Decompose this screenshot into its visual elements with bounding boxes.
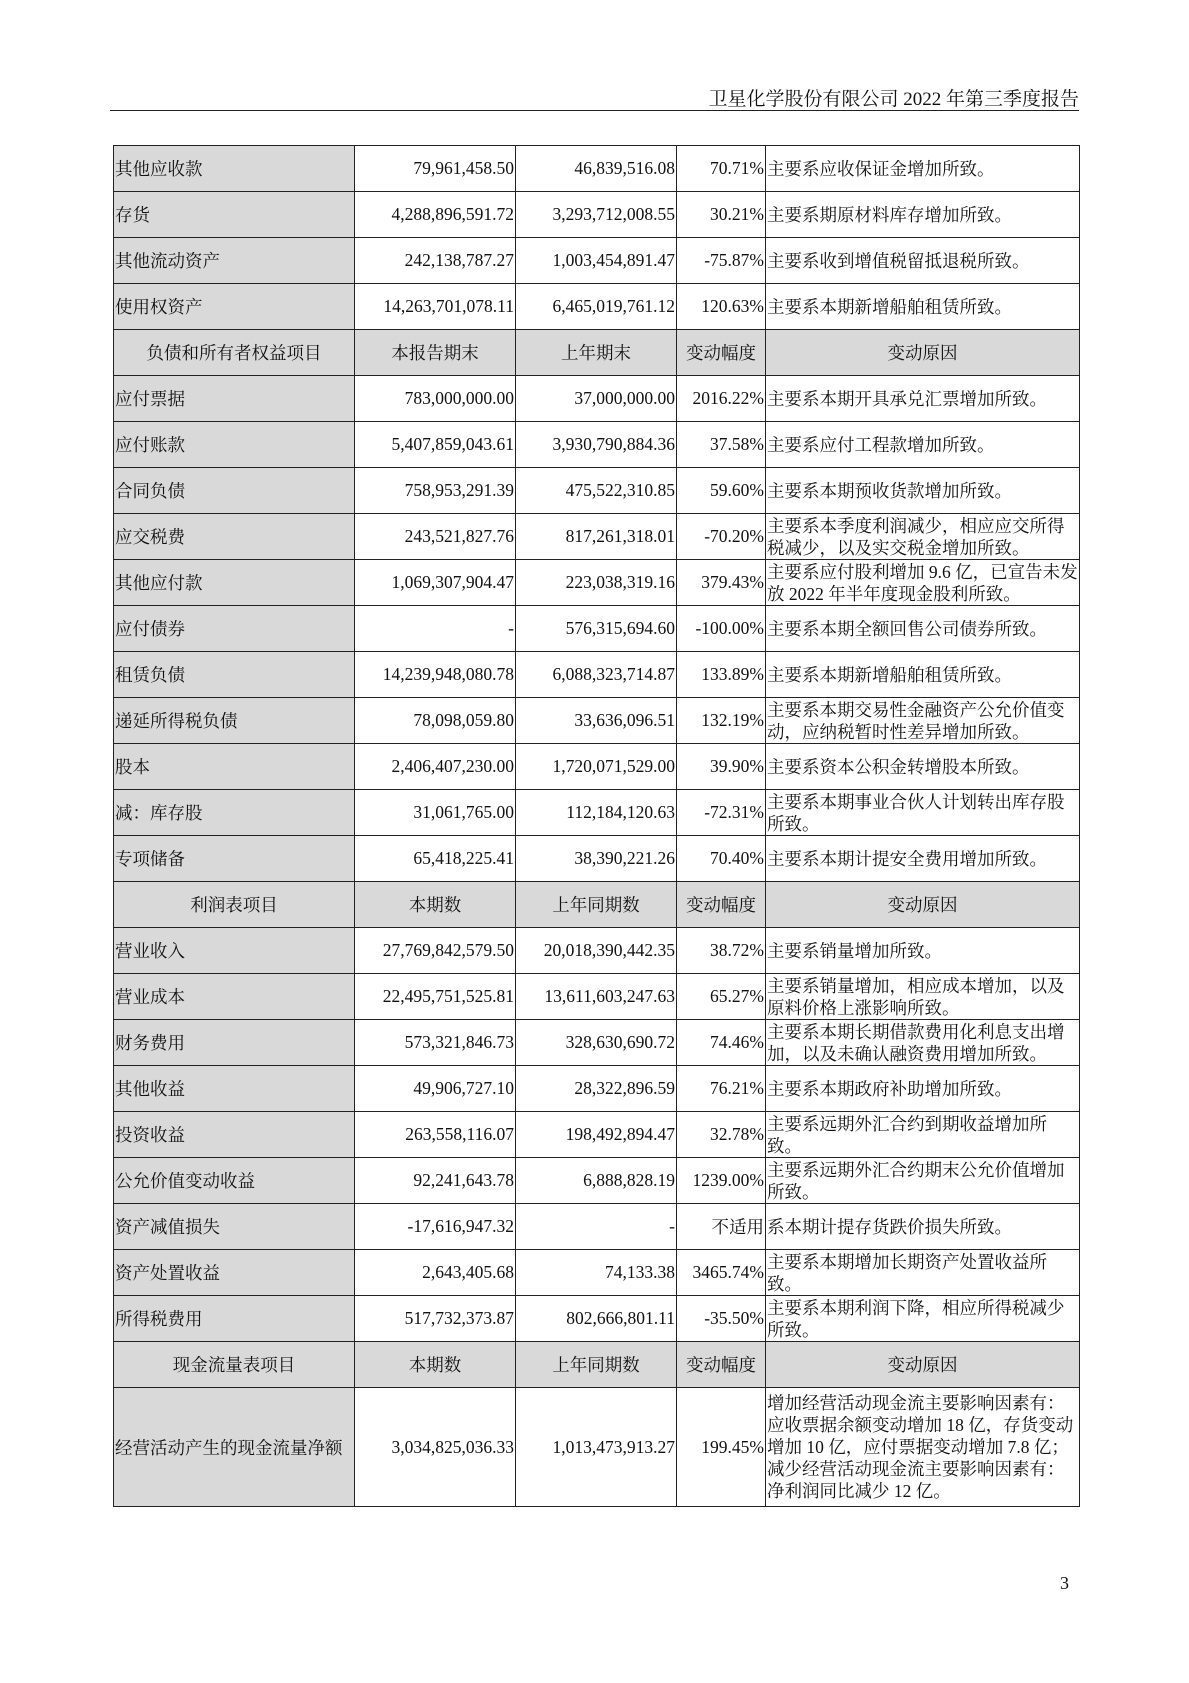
table-body xyxy=(114,146,1080,1507)
table-row xyxy=(114,422,1080,468)
table-row xyxy=(114,790,1080,836)
reason-cell: 主要系应付工程款增加所致。 xyxy=(766,422,1080,468)
reason-cell: 主要系销量增加所致。 xyxy=(766,928,1080,974)
previous-value-cell: 38,390,221.26 xyxy=(516,836,677,882)
column-header-cell: 利润表项目 xyxy=(114,882,355,928)
current-value-cell: 1,069,307,904.47 xyxy=(355,560,516,606)
previous-value-cell: 802,666,801.11 xyxy=(516,1296,677,1342)
item-cell: 减：库存股 xyxy=(114,790,355,836)
change-percent-cell: 74.46% xyxy=(677,1020,766,1066)
column-header-cell: 变动幅度 xyxy=(677,882,766,928)
table-row xyxy=(114,192,1080,238)
current-value-cell: -17,616,947.32 xyxy=(355,1204,516,1250)
reason-cell: 主要系本季度利润减少，相应应交所得税减少，以及实交税金增加所致。 xyxy=(766,514,1080,560)
table-row xyxy=(114,284,1080,330)
item-cell: 经营活动产生的现金流量净额 xyxy=(114,1388,355,1507)
table-row xyxy=(114,974,1080,1020)
previous-value-cell: 223,038,319.16 xyxy=(516,560,677,606)
current-value-cell: 14,263,701,078.11 xyxy=(355,284,516,330)
change-percent-cell: 2016.22% xyxy=(677,376,766,422)
table-row xyxy=(114,376,1080,422)
reason-cell: 主要系期原材料库存增加所致。 xyxy=(766,192,1080,238)
reason-cell: 主要系本期开具承兑汇票增加所致。 xyxy=(766,376,1080,422)
current-value-cell: 5,407,859,043.61 xyxy=(355,422,516,468)
change-percent-cell: 37.58% xyxy=(677,422,766,468)
reason-cell: 主要系本期全额回售公司债券所致。 xyxy=(766,606,1080,652)
column-header-cell: 上年期末 xyxy=(516,330,677,376)
reason-cell: 主要系本期政府补助增加所致。 xyxy=(766,1066,1080,1112)
column-header-cell: 本期数 xyxy=(355,882,516,928)
column-header-cell: 变动幅度 xyxy=(677,1342,766,1388)
item-cell: 其他应收款 xyxy=(114,146,355,192)
table-row xyxy=(114,1112,1080,1158)
previous-value-cell: 198,492,894.47 xyxy=(516,1112,677,1158)
reason-cell: 主要系应收保证金增加所致。 xyxy=(766,146,1080,192)
item-cell: 递延所得税负债 xyxy=(114,698,355,744)
current-value-cell: 65,418,225.41 xyxy=(355,836,516,882)
reason-cell: 主要系销量增加，相应成本增加，以及原料价格上涨影响所致。 xyxy=(766,974,1080,1020)
column-header-cell: 变动原因 xyxy=(766,882,1080,928)
change-percent-cell: 379.43% xyxy=(677,560,766,606)
table-row xyxy=(114,1204,1080,1250)
table-row xyxy=(114,1066,1080,1112)
previous-value-cell: 3,293,712,008.55 xyxy=(516,192,677,238)
current-value-cell: 2,643,405.68 xyxy=(355,1250,516,1296)
change-percent-cell: -100.00% xyxy=(677,606,766,652)
item-cell: 其他应付款 xyxy=(114,560,355,606)
item-cell: 应交税费 xyxy=(114,514,355,560)
reason-cell: 主要系本期事业合伙人计划转出库存股所致。 xyxy=(766,790,1080,836)
change-percent-cell: 39.90% xyxy=(677,744,766,790)
table-row xyxy=(114,514,1080,560)
current-value-cell: 573,321,846.73 xyxy=(355,1020,516,1066)
item-cell: 其他流动资产 xyxy=(114,238,355,284)
table-row xyxy=(114,744,1080,790)
current-value-cell: 517,732,373.87 xyxy=(355,1296,516,1342)
item-cell: 应付债券 xyxy=(114,606,355,652)
current-value-cell: 243,521,827.76 xyxy=(355,514,516,560)
change-percent-cell: 76.21% xyxy=(677,1066,766,1112)
current-value-cell: 3,034,825,036.33 xyxy=(355,1388,516,1507)
previous-value-cell: 6,465,019,761.12 xyxy=(516,284,677,330)
reason-cell: 主要系本期预收货款增加所致。 xyxy=(766,468,1080,514)
reason-cell: 主要系远期外汇合约到期收益增加所致。 xyxy=(766,1112,1080,1158)
previous-value-cell: 1,003,454,891.47 xyxy=(516,238,677,284)
financial-changes-table xyxy=(113,145,1080,1507)
section-header-row xyxy=(114,330,1080,376)
table-row xyxy=(114,1250,1080,1296)
previous-value-cell: 33,636,096.51 xyxy=(516,698,677,744)
previous-value-cell: 74,133.38 xyxy=(516,1250,677,1296)
item-cell: 公允价值变动收益 xyxy=(114,1158,355,1204)
change-percent-cell: 65.27% xyxy=(677,974,766,1020)
reason-cell: 主要系本期长期借款费用化利息支出增加，以及未确认融资费用增加所致。 xyxy=(766,1020,1080,1066)
item-cell: 其他收益 xyxy=(114,1066,355,1112)
change-percent-cell: 38.72% xyxy=(677,928,766,974)
column-header-cell: 上年同期数 xyxy=(516,1342,677,1388)
previous-value-cell: 3,930,790,884.36 xyxy=(516,422,677,468)
table-row xyxy=(114,652,1080,698)
reason-cell: 主要系本期增加长期资产处置收益所致。 xyxy=(766,1250,1080,1296)
table-row xyxy=(114,146,1080,192)
table-row xyxy=(114,238,1080,284)
change-percent-cell: 不适用 xyxy=(677,1204,766,1250)
table-row xyxy=(114,698,1080,744)
previous-value-cell: 20,018,390,442.35 xyxy=(516,928,677,974)
section-header-row xyxy=(114,882,1080,928)
current-value-cell: 22,495,751,525.81 xyxy=(355,974,516,1020)
item-cell: 资产处置收益 xyxy=(114,1250,355,1296)
change-percent-cell: 70.40% xyxy=(677,836,766,882)
item-cell: 专项储备 xyxy=(114,836,355,882)
section-header-row xyxy=(114,1342,1080,1388)
reason-cell: 主要系远期外汇合约期末公允价值增加所致。 xyxy=(766,1158,1080,1204)
previous-value-cell: 6,088,323,714.87 xyxy=(516,652,677,698)
change-percent-cell: 132.19% xyxy=(677,698,766,744)
current-value-cell: 78,098,059.80 xyxy=(355,698,516,744)
current-value-cell: 2,406,407,230.00 xyxy=(355,744,516,790)
table-row xyxy=(114,1388,1080,1507)
change-percent-cell: -70.20% xyxy=(677,514,766,560)
item-cell: 财务费用 xyxy=(114,1020,355,1066)
change-percent-cell: 1239.00% xyxy=(677,1158,766,1204)
reason-cell: 主要系应付股利增加 9.6 亿，已宣告未发放 2022 年半年度现金股利所致。 xyxy=(767,561,1078,604)
column-header-cell: 变动幅度 xyxy=(677,330,766,376)
reason-cell: 主要系资本公积金转增股本所致。 xyxy=(766,744,1080,790)
table-row xyxy=(114,1020,1080,1066)
column-header-cell: 负债和所有者权益项目 xyxy=(114,330,355,376)
item-cell: 资产减值损失 xyxy=(114,1204,355,1250)
item-cell: 股本 xyxy=(114,744,355,790)
reason-cell: 主要系本期新增船舶租赁所致。 xyxy=(766,284,1080,330)
item-cell: 营业成本 xyxy=(114,974,355,1020)
item-cell: 合同负债 xyxy=(114,468,355,514)
change-percent-cell: 30.21% xyxy=(677,192,766,238)
item-cell: 租赁负债 xyxy=(114,652,355,698)
change-percent-cell: 32.78% xyxy=(677,1112,766,1158)
previous-value-cell: 112,184,120.63 xyxy=(516,790,677,836)
table-row xyxy=(114,468,1080,514)
current-value-cell: 49,906,727.10 xyxy=(355,1066,516,1112)
previous-value-cell: 328,630,690.72 xyxy=(516,1020,677,1066)
previous-value-cell: 1,720,071,529.00 xyxy=(516,744,677,790)
table-row xyxy=(114,928,1080,974)
table-row xyxy=(114,606,1080,652)
current-value-cell: 4,288,896,591.72 xyxy=(355,192,516,238)
column-header-cell: 变动原因 xyxy=(766,330,1080,376)
change-percent-cell: 3465.74% xyxy=(677,1250,766,1296)
previous-value-cell: 37,000,000.00 xyxy=(516,376,677,422)
table-row xyxy=(114,836,1080,882)
previous-value-cell: 475,522,310.85 xyxy=(516,468,677,514)
current-value-cell: 14,239,948,080.78 xyxy=(355,652,516,698)
table-row xyxy=(114,1158,1080,1204)
previous-value-cell: 13,611,603,247.63 xyxy=(516,974,677,1020)
change-percent-cell: 120.63% xyxy=(677,284,766,330)
table-row xyxy=(114,560,1080,606)
header-rule xyxy=(110,110,1079,111)
reason-cell: 主要系本期新增船舶租赁所致。 xyxy=(766,652,1080,698)
change-percent-cell: 133.89% xyxy=(677,652,766,698)
current-value-cell: 27,769,842,579.50 xyxy=(355,928,516,974)
change-percent-cell: -72.31% xyxy=(677,790,766,836)
previous-value-cell: 6,888,828.19 xyxy=(516,1158,677,1204)
previous-value-cell: 28,322,896.59 xyxy=(516,1066,677,1112)
column-header-cell: 现金流量表项目 xyxy=(114,1342,355,1388)
item-cell: 使用权资产 xyxy=(114,284,355,330)
current-value-cell: 783,000,000.00 xyxy=(355,376,516,422)
current-value-cell: 31,061,765.00 xyxy=(355,790,516,836)
change-percent-cell: -75.87% xyxy=(677,238,766,284)
table-row xyxy=(114,1296,1080,1342)
previous-value-cell: 817,261,318.01 xyxy=(516,514,677,560)
page-number: 3 xyxy=(1060,1573,1069,1593)
column-header-cell: 变动原因 xyxy=(766,1342,1080,1388)
previous-value-cell: - xyxy=(516,1204,677,1250)
item-cell: 投资收益 xyxy=(114,1112,355,1158)
item-cell: 所得税费用 xyxy=(114,1296,355,1342)
reason-cell: 增加经营活动现金流主要影响因素有：应收票据余额变动增加 18 亿，存货变动增加 10 亿，应付票据变动增加 7.8 亿；减少经营活动现金流主要影响因素有：净利润同比减少 12 亿。 xyxy=(766,1388,1080,1507)
change-percent-cell: 59.60% xyxy=(677,468,766,514)
current-value-cell: 263,558,116.07 xyxy=(355,1112,516,1158)
previous-value-cell: 576,315,694.60 xyxy=(516,606,677,652)
reason-cell: 主要系本期交易性金融资产公允价值变动，应纳税暂时性差异增加所致。 xyxy=(766,698,1080,744)
current-value-cell: 79,961,458.50 xyxy=(355,146,516,192)
column-header-cell: 本报告期末 xyxy=(355,330,516,376)
item-cell: 存货 xyxy=(114,192,355,238)
change-percent-cell: -35.50% xyxy=(677,1296,766,1342)
change-percent-cell: 199.45% xyxy=(677,1388,766,1507)
item-cell: 应付票据 xyxy=(114,376,355,422)
report-header: 卫星化学股份有限公司 2022 年第三季度报告 xyxy=(708,89,1079,110)
previous-value-cell: 1,013,473,913.27 xyxy=(516,1388,677,1507)
reason-cell: 主要系收到增值税留抵退税所致。 xyxy=(766,238,1080,284)
current-value-cell: - xyxy=(355,606,516,652)
reason-cell: 系本期计提存货跌价损失所致。 xyxy=(766,1204,1080,1250)
current-value-cell: 758,953,291.39 xyxy=(355,468,516,514)
item-cell: 应付账款 xyxy=(114,422,355,468)
item-cell: 营业收入 xyxy=(114,928,355,974)
current-value-cell: 242,138,787.27 xyxy=(355,238,516,284)
change-percent-cell: 70.71% xyxy=(677,146,766,192)
current-value-cell: 92,241,643.78 xyxy=(355,1158,516,1204)
reason-cell: 主要系本期利润下降，相应所得税减少所致。 xyxy=(766,1296,1080,1342)
column-header-cell: 本期数 xyxy=(355,1342,516,1388)
previous-value-cell: 46,839,516.08 xyxy=(516,146,677,192)
column-header-cell: 上年同期数 xyxy=(516,882,677,928)
reason-cell: 主要系本期计提安全费用增加所致。 xyxy=(766,836,1080,882)
